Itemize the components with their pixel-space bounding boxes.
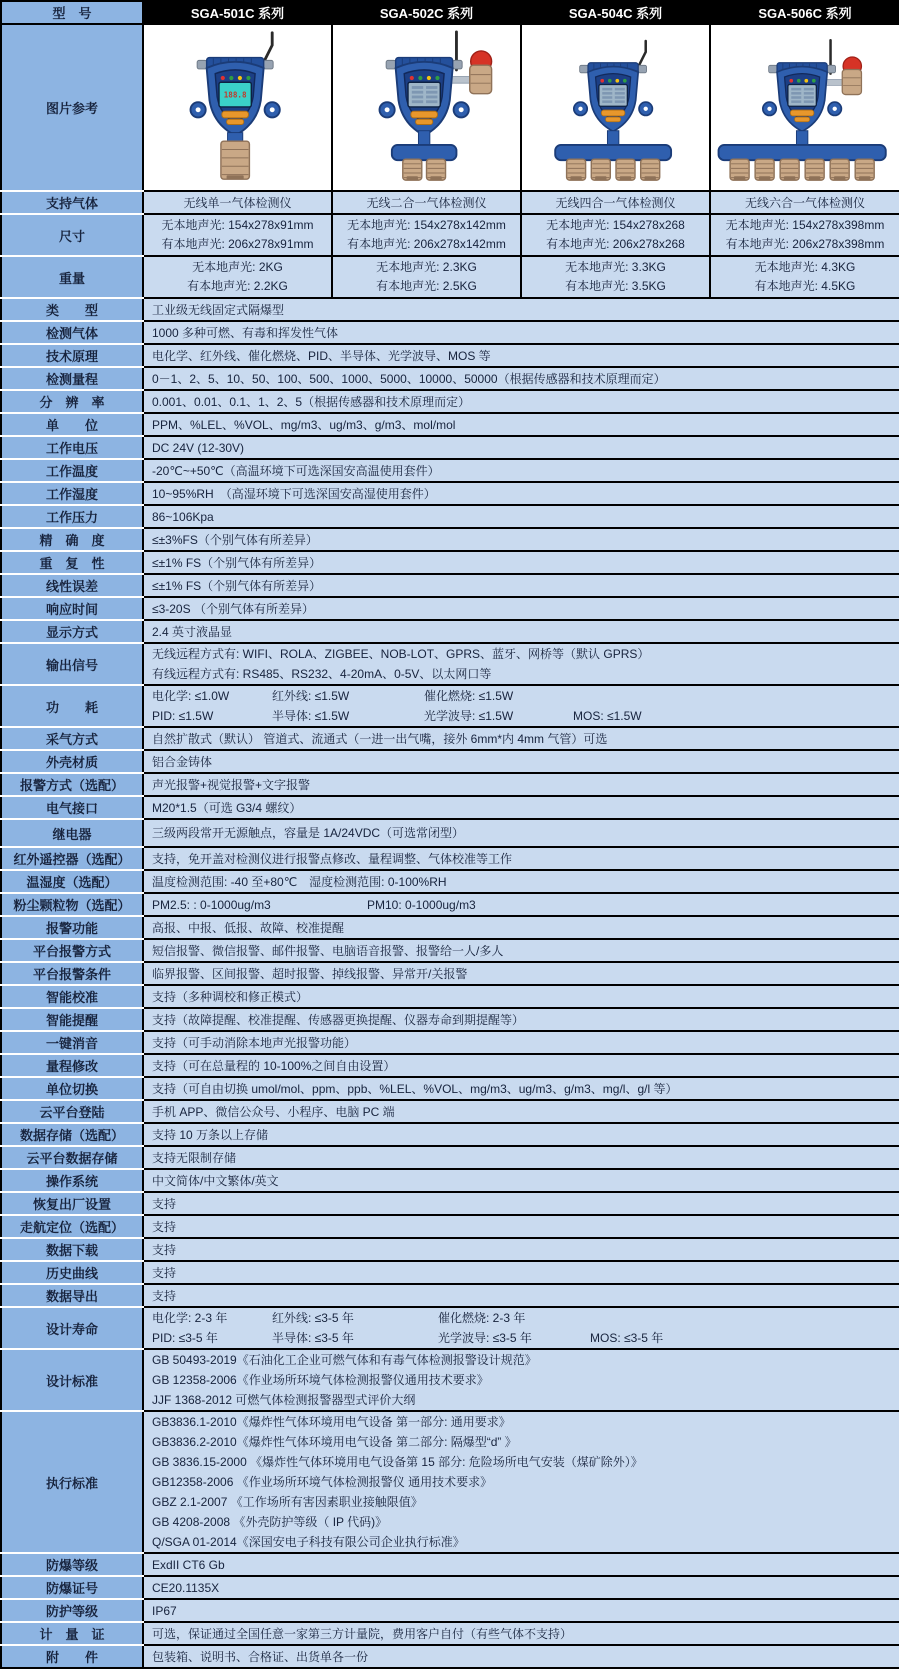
spec-row (1, 1576, 899, 1599)
spec-row (1, 1261, 899, 1284)
spec-row-label: 外壳材质 (1, 750, 143, 773)
spec-value-line: 0.001、0.01、0.1、1、2、5（根据传感器和技术原理而定） (152, 394, 471, 409)
spec-row-value (143, 1238, 899, 1261)
spec-value-line: 支持（故障提醒、校准提醒、传感器更换提醒、仪器寿命到期提醒等） (152, 1012, 525, 1027)
spec-row-label: 历史曲线 (1, 1261, 143, 1284)
spec-row-label: 重 复 性 (1, 551, 143, 574)
spec-row-value (143, 1599, 899, 1622)
spec-row (1, 620, 899, 643)
spec-row (1, 597, 899, 620)
spec-value-segment: 红外线: ≤1.5W (272, 689, 350, 703)
spec-row-value (143, 1031, 899, 1054)
spec-row-label: 报警功能 (1, 916, 143, 939)
spec-row-label: 检测量程 (1, 367, 143, 390)
spec-row (1, 773, 899, 796)
supported-gas-value: 无线二合一气体检测仪 (332, 191, 521, 214)
spec-row (1, 1238, 899, 1261)
spec-row-value (143, 1411, 899, 1553)
device-image-sga-506c (712, 30, 898, 182)
spec-value-line: 支持 10 万条以上存储 (152, 1127, 269, 1142)
spec-row (1, 1411, 899, 1553)
spec-value-line: 支持 (152, 1242, 177, 1257)
spec-value-line: 有线远程方式有: RS485、RS232、4-20mA、0-5V、以太网口等 (152, 667, 492, 681)
spec-row-label: 恢复出厂设置 (1, 1192, 143, 1215)
spec-row-value (143, 1307, 899, 1349)
spec-row-value (143, 1215, 899, 1238)
spec-row-value (143, 870, 899, 893)
spec-value-line: 支持（可在总量程的 10-100%之间自由设置） (152, 1058, 396, 1073)
model-header-row (1, 1, 899, 24)
spec-row-value (143, 528, 899, 551)
spec-row (1, 796, 899, 819)
spec-row (1, 939, 899, 962)
spec-row (1, 1622, 899, 1645)
spec-row (1, 643, 899, 685)
spec-value-line: 三级两段常开无源触点，容量是 1A/24VDC（可选常闭型） (152, 826, 465, 840)
spec-row-value (143, 643, 899, 685)
spec-value-line: 可选，保证通过全国任意一家第三方计量院，费用客户自付（有些气体不支持） (152, 1626, 573, 1641)
spec-row-label: 云平台登陆 (1, 1100, 143, 1123)
spec-row (1, 685, 899, 727)
spec-value-line: 支持无限制存储 (152, 1150, 237, 1165)
spec-value-line: 支持（多种调校和修正模式） (152, 989, 309, 1004)
supported-gas-value: 无线六合一气体检测仪 (710, 191, 899, 214)
spec-row (1, 1077, 899, 1100)
spec-row-label: 防护等级 (1, 1599, 143, 1622)
spec-row-label: 技术原理 (1, 344, 143, 367)
size-row-label: 尺寸 (1, 214, 143, 256)
spec-row-value (143, 893, 899, 916)
spec-row-label: 显示方式 (1, 620, 143, 643)
device-image-sga-502c (334, 30, 520, 182)
spec-row (1, 962, 899, 985)
spec-value-line: 1000 多种可燃、有毒和挥发性气体 (152, 325, 339, 340)
weight-value: 无本地声光: 4.3KG 有本地声光: 4.5KG (710, 256, 899, 298)
spec-value-segment: 红外线: ≤3-5 年 (272, 1311, 354, 1325)
spec-value-line: GB3836.2-2010《爆炸性气体环境用电气设备 第二部分: 隔爆型“d” 》 (152, 1435, 517, 1449)
spec-row-label: 继电器 (1, 819, 143, 847)
spec-row-label: 电气接口 (1, 796, 143, 819)
spec-row-value (143, 367, 899, 390)
spec-row-value (143, 459, 899, 482)
spec-row-value (143, 597, 899, 620)
spec-value-line: GB 4208-2008 《外壳防护等级（ IP 代码)》 (152, 1515, 388, 1529)
spec-row-label: 工作电压 (1, 436, 143, 459)
spec-row-label: 云平台数据存储 (1, 1146, 143, 1169)
spec-row-label: 检测气体 (1, 321, 143, 344)
spec-value-line: -20℃~+50℃（高温环境下可选深国安高温使用套件） (152, 463, 440, 478)
spec-row-label: 数据下载 (1, 1238, 143, 1261)
spec-row-value (143, 1553, 899, 1576)
spec-row (1, 1123, 899, 1146)
spec-row-value (143, 620, 899, 643)
spec-row (1, 985, 899, 1008)
spec-value-line: 10~95%RH （高湿环境下可选深国安高湿使用套件） (152, 486, 436, 501)
spec-value-segment: 半导体: ≤1.5W (272, 709, 350, 723)
spec-row-value (143, 344, 899, 367)
spec-row-label: 一键消音 (1, 1031, 143, 1054)
spec-row-label: 数据导出 (1, 1284, 143, 1307)
device-image-sga-504c (523, 30, 709, 182)
spec-row-label: 数据存储（选配） (1, 1123, 143, 1146)
spec-row (1, 1553, 899, 1576)
supported-gas-row (1, 191, 899, 214)
spec-value-line (152, 1308, 891, 1328)
weight-value: 无本地声光: 2.3KG 有本地声光: 2.5KG (332, 256, 521, 298)
spec-value-line: GBZ 2.1-2007 《工作场所有害因素职业接触限值》 (152, 1495, 423, 1509)
spec-row (1, 1599, 899, 1622)
spec-row-label: 设计寿命 (1, 1307, 143, 1349)
spec-value-line: GB12358-2006 《作业场所环境气体检测报警仪 通用技术要求》 (152, 1475, 493, 1489)
spec-row (1, 505, 899, 528)
spec-value-line: 中文简体/中文繁体/英文 (152, 1173, 279, 1188)
spec-row-label: 工作温度 (1, 459, 143, 482)
weight-value: 无本地声光: 3.3KG 有本地声光: 3.5KG (521, 256, 710, 298)
size-value: 无本地声光: 154x278x142mm 有本地声光: 206x278x142mm (332, 214, 521, 256)
device-image-cell (521, 24, 710, 191)
spec-row (1, 1031, 899, 1054)
spec-value-line: DC 24V (12-30V) (152, 440, 245, 455)
spec-row-value (143, 1192, 899, 1215)
spec-row-label: 执行标准 (1, 1411, 143, 1553)
spec-row (1, 528, 899, 551)
spec-row-value (143, 773, 899, 796)
spec-value-segment: PM2.5: : 0-1000ug/m3 (152, 897, 271, 912)
spec-row (1, 1215, 899, 1238)
spec-row-value (143, 413, 899, 436)
spec-value-line: ≤±1% FS（个别气体有所差异） (152, 578, 322, 593)
spec-value-line: 2.4 英寸液晶显 (152, 624, 233, 639)
spec-value-line (152, 1328, 891, 1348)
spec-value-line: 支持 (152, 1288, 177, 1303)
spec-row (1, 413, 899, 436)
spec-row-label: 工作湿度 (1, 482, 143, 505)
spec-value-line (152, 706, 891, 726)
spec-row-value (143, 482, 899, 505)
spec-value-segment: MOS: ≤3-5 年 (590, 1331, 664, 1345)
spec-value-line: 工业级无线固定式隔爆型 (152, 302, 285, 317)
spec-value-line: 无线远程方式有: WIFI、ROLA、ZIGBEE、NOB-LOT、GPRS、蓝牙、网桥等（默认 GPRS） (152, 647, 650, 661)
spec-value-segment: MOS: ≤1.5W (573, 709, 642, 723)
spec-value-line: 铝合金铸体 (152, 754, 213, 769)
spec-row-value (143, 1622, 899, 1645)
spec-row-value (143, 1077, 899, 1100)
spec-value-line: GB 50493-2019《石油化工企业可燃气体和有毒气体检测报警设计规范》 (152, 1353, 537, 1367)
model-name-sga-502c: SGA-502C 系列 (332, 1, 521, 24)
spec-value-line: 支持，免开盖对检测仪进行报警点修改、量程调整、气体校准等工作 (152, 851, 513, 866)
device-image-cell (143, 24, 332, 191)
spec-row (1, 1169, 899, 1192)
spec-row-value (143, 1100, 899, 1123)
device-image-cell (710, 24, 899, 191)
spec-row (1, 1307, 899, 1349)
spec-row-value (143, 551, 899, 574)
weight-row-label: 重量 (1, 256, 143, 298)
spec-row-label: 单 位 (1, 413, 143, 436)
spec-row (1, 750, 899, 773)
spec-value-line: GB 12358-2006《作业场所环境气体检测报警仪通用技术要求》 (152, 1373, 489, 1387)
spec-row-label: 平台报警条件 (1, 962, 143, 985)
model-name-sga-501c: SGA-501C 系列 (143, 1, 332, 24)
spec-row-value (143, 1261, 899, 1284)
spec-value-line: 86~106Kpa (152, 509, 214, 524)
spec-row-value (143, 685, 899, 727)
spec-row (1, 390, 899, 413)
spec-row-value (143, 1169, 899, 1192)
svg-text:188.8: 188.8 (223, 90, 247, 100)
image-row-label: 图片参考 (1, 24, 143, 191)
spec-row-label: 设计标准 (1, 1349, 143, 1411)
device-image-sga-501c (145, 30, 331, 182)
spec-row-value (143, 847, 899, 870)
spec-row (1, 459, 899, 482)
spec-row-label: 采气方式 (1, 727, 143, 750)
model-name-sga-504c: SGA-504C 系列 (521, 1, 710, 24)
spec-row-label: 红外遥控器（选配） (1, 847, 143, 870)
spec-value-segment: 光学波导: ≤1.5W (424, 709, 514, 723)
model-header-label: 型 号 (1, 1, 143, 24)
spec-rows (1, 298, 899, 1668)
spec-value-line: JJF 1368-2012 可燃气体检测报警器型式评价大纲 (152, 1393, 416, 1407)
spec-row (1, 551, 899, 574)
spec-row-value (143, 727, 899, 750)
spec-row-value (143, 985, 899, 1008)
spec-value-segment: PID: ≤1.5W (152, 709, 214, 723)
spec-value-line: ≤±3%FS（个别气体有所差异） (152, 532, 318, 547)
spec-value-line: ExdII CT6 Gb (152, 1557, 225, 1572)
spec-row-value (143, 796, 899, 819)
spec-value-line: 支持（可自由切换 umol/mol、ppm、ppb、%LEL、%VOL、mg/m3、ug/m3、g/m3、mg/l、g/l 等） (152, 1081, 678, 1096)
spec-row-label: 走航定位（选配） (1, 1215, 143, 1238)
spec-row-label: 操作系统 (1, 1169, 143, 1192)
spec-row-value (143, 436, 899, 459)
spec-row-value (143, 1054, 899, 1077)
size-value: 无本地声光: 154x278x268 有本地声光: 206x278x268 (521, 214, 710, 256)
spec-row-label: 粉尘颗粒物（选配） (1, 893, 143, 916)
spec-row (1, 482, 899, 505)
spec-value-line: M20*1.5（可选 G3/4 螺纹） (152, 800, 302, 815)
spec-row-label: 智能提醒 (1, 1008, 143, 1031)
spec-value-segment: 光学波导: ≤3-5 年 (438, 1331, 532, 1345)
spec-row-label: 智能校准 (1, 985, 143, 1008)
spec-value-line: 临界报警、区间报警、超时报警、掉线报警、异常开/关报警 (152, 966, 468, 981)
spec-value-line: 包装箱、说明书、合格证、出货单各一份 (152, 1649, 369, 1664)
spec-row-value (143, 819, 899, 847)
spec-row-value (143, 939, 899, 962)
spec-row (1, 574, 899, 597)
supported-gas-value: 无线单一气体检测仪 (143, 191, 332, 214)
spec-row (1, 298, 899, 321)
spec-value-segment: PID: ≤3-5 年 (152, 1331, 218, 1345)
spec-value-line: 0－1、2、5、10、50、100、500、1000、5000、10000、50000（根据传感器和技术原理而定） (152, 371, 666, 386)
spec-value-line: 短信报警、微信报警、邮件报警、电脑语音报警、报警给一人/多人 (152, 943, 504, 958)
spec-row-label: 量程修改 (1, 1054, 143, 1077)
spec-value-line: ≤3-20S （个别气体有所差异） (152, 601, 314, 616)
spec-row (1, 1192, 899, 1215)
spec-row (1, 344, 899, 367)
spec-row-value (143, 505, 899, 528)
weight-value: 无本地声光: 2KG 有本地声光: 2.2KG (143, 256, 332, 298)
spec-row-value (143, 1576, 899, 1599)
spec-value-line: 自然扩散式（默认） 管道式、流通式（一进一出气嘴，接外 6mm*内 4mm 气管）可选 (152, 731, 608, 746)
spec-value-line: IP67 (152, 1603, 177, 1618)
model-name-sga-506c: SGA-506C 系列 (710, 1, 899, 24)
spec-value-line: 支持 (152, 1219, 177, 1234)
spec-row (1, 367, 899, 390)
spec-row-value (143, 390, 899, 413)
spec-row (1, 1146, 899, 1169)
spec-row (1, 321, 899, 344)
spec-value-line: PPM、%LEL、%VOL、mg/m3、ug/m3、g/m3、mol/mol (152, 417, 456, 432)
size-value: 无本地声光: 154x278x91mm 有本地声光: 206x278x91mm (143, 214, 332, 256)
spec-value-line: 支持 (152, 1265, 177, 1280)
spec-row (1, 916, 899, 939)
size-value: 无本地声光: 154x278x398mm 有本地声光: 206x278x398mm (710, 214, 899, 256)
size-row (1, 214, 899, 256)
spec-row-value (143, 1284, 899, 1307)
spec-value-line: 高报、中报、低报、故障、校准提醒 (152, 920, 345, 935)
spec-row-label: 输出信号 (1, 643, 143, 685)
spec-row-label: 附 件 (1, 1645, 143, 1668)
spec-value-segment: PM10: 0-1000ug/m3 (367, 897, 476, 912)
spec-row (1, 819, 899, 847)
spec-row (1, 1008, 899, 1031)
spec-row-label: 精 确 度 (1, 528, 143, 551)
spec-row (1, 727, 899, 750)
spec-row-value (143, 1349, 899, 1411)
spec-value-line: ≤±1% FS（个别气体有所差异） (152, 555, 322, 570)
spec-value-segment: 半导体: ≤3-5 年 (272, 1331, 354, 1345)
spec-row-label: 功 耗 (1, 685, 143, 727)
spec-value-line: Q/SGA 01-2014《深国安电子科技有限公司企业执行标准》 (152, 1535, 465, 1549)
device-image-cell (332, 24, 521, 191)
spec-row (1, 436, 899, 459)
spec-row-label: 防爆证号 (1, 1576, 143, 1599)
spec-row-label: 温湿度（选配） (1, 870, 143, 893)
spec-row-value (143, 916, 899, 939)
spec-row-value (143, 1645, 899, 1668)
spec-value-line: 支持 (152, 1196, 177, 1211)
spec-row (1, 870, 899, 893)
spec-value-line: 手机 APP、微信公众号、小程序、电脑 PC 端 (152, 1104, 395, 1119)
spec-row-label: 响应时间 (1, 597, 143, 620)
spec-value-segment: 催化燃烧: 2-3 年 (438, 1311, 526, 1325)
spec-row (1, 893, 899, 916)
spec-row (1, 1349, 899, 1411)
supported-gas-value: 无线四合一气体检测仪 (521, 191, 710, 214)
spec-row-value (143, 1146, 899, 1169)
spec-value-line (152, 686, 891, 706)
spec-row-value (143, 574, 899, 597)
spec-row-value (143, 750, 899, 773)
spec-value-line: GB3836.1-2010《爆炸性气体环境用电气设备 第一部分: 通用要求》 (152, 1415, 511, 1429)
spec-row (1, 1054, 899, 1077)
spec-row (1, 1100, 899, 1123)
spec-row-label: 分 辨 率 (1, 390, 143, 413)
spec-row-label: 工作压力 (1, 505, 143, 528)
spec-row (1, 847, 899, 870)
spec-row-value (143, 298, 899, 321)
spec-row-label: 防爆等级 (1, 1553, 143, 1576)
spec-value-line: 声光报警+视觉报警+文字报警 (152, 777, 311, 792)
spec-value-line (152, 895, 891, 915)
spec-value-line: 支持（可手动消除本地声光报警功能） (152, 1035, 357, 1050)
spec-row-value (143, 1123, 899, 1146)
spec-row-label: 线性误差 (1, 574, 143, 597)
supported-gas-label: 支持气体 (1, 191, 143, 214)
spec-row-label: 平台报警方式 (1, 939, 143, 962)
spec-value-line: CE20.1135X (152, 1580, 220, 1595)
weight-row (1, 256, 899, 298)
spec-value-line: 温度检测范围: -40 至+80℃ 湿度检测范围: 0-100%RH (152, 874, 447, 889)
spec-value-segment: 催化燃烧: ≤1.5W (424, 689, 514, 703)
spec-row (1, 1284, 899, 1307)
spec-value-line: GB 3836.15-2000 《爆炸性气体环境用电气设备第 15 部分: 危险场所电气安装（煤矿除外）》 (152, 1455, 643, 1469)
spec-row (1, 1645, 899, 1668)
spec-value-segment: 电化学: ≤1.0W (152, 689, 230, 703)
spec-value-segment: 电化学: 2-3 年 (152, 1311, 228, 1325)
spec-row-value (143, 321, 899, 344)
spec-row-label: 类 型 (1, 298, 143, 321)
spec-row-label: 计 量 证 (1, 1622, 143, 1645)
spec-row-value (143, 1008, 899, 1031)
image-row (1, 24, 899, 191)
spec-row-value (143, 962, 899, 985)
spec-value-line: 电化学、红外线、催化燃烧、PID、半导体、光学波导、MOS 等 (152, 348, 491, 363)
spec-row-label: 报警方式（选配） (1, 773, 143, 796)
spec-row-label: 单位切换 (1, 1077, 143, 1100)
